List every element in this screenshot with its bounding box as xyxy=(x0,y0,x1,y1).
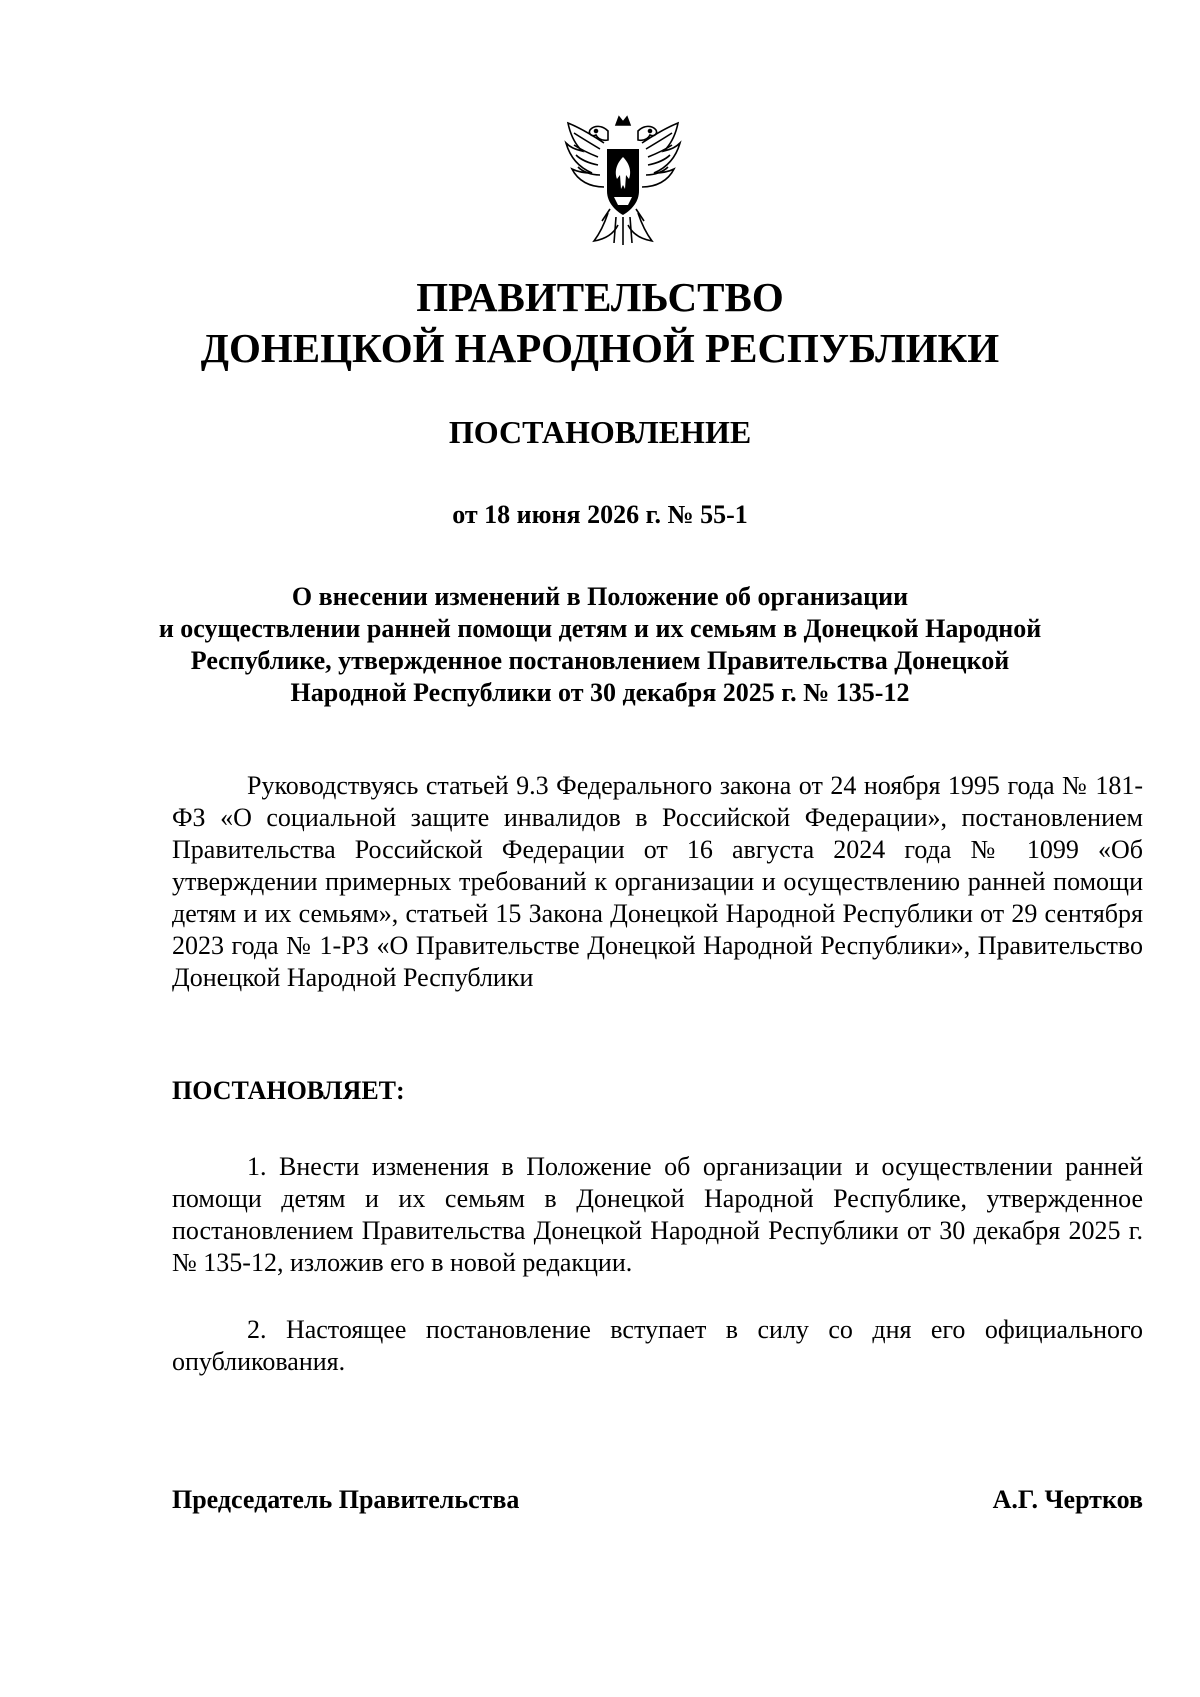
subject-line2: и осуществлении ранней помощи детям и их семьям в Донецкой Народной xyxy=(158,614,1042,643)
resolution-item-2: 2. Настоящее постановление вступает в силу со дня его официального опубликования. xyxy=(172,1315,1143,1376)
government-title-line1: ПРАВИТЕЛЬСТВО xyxy=(416,274,784,320)
signature-block xyxy=(172,1484,1143,1516)
signatory-position: Председатель Правительства xyxy=(172,1485,520,1514)
signatory-name: А.Г. Чертков xyxy=(992,1485,1143,1514)
government-title-line2: ДОНЕЦКОЙ НАРОДНОЙ РЕСПУБЛИКИ xyxy=(200,325,1000,371)
preamble-paragraph: Руководствуясь статьей 9.3 Федерального закона от 24 ноября 1995 года № 181-ФЗ «О социальной защите инвалидов в Российской Федерации», постановлением Правительства Российской Федерации от 16 августа 2024 года № 1099 «Об утверждении примерных требований к организации и осуществлению ранней помощи детям и их семьям», статьей 15 Закона Донецкой Народной Республики от 29 сентября 2023 года № 1-РЗ «О Правительстве Донецкой Народной Республики», Правительство Донецкой Народной Республики xyxy=(172,771,1143,992)
coat-of-arms-icon xyxy=(564,113,682,254)
document-type: ПОСТАНОВЛЕНИЕ xyxy=(448,414,752,450)
resolution-item-1: 1. Внести изменения в Положение об организации и осуществлении ранней помощи детям и их семьям в Донецкой Народной Республике, утвержденное постановлением Правительства Донецкой Народной Республики от 30 декабря 2025 г. № 135-12, изложив его в новой редакции. xyxy=(172,1152,1143,1277)
document-subject xyxy=(150,581,1050,709)
subject-line1: О внесении изменений в Положение об организации xyxy=(291,582,909,611)
resolves-heading: ПОСТАНОВЛЯЕТ: xyxy=(172,1076,405,1105)
government-title xyxy=(170,272,1030,374)
subject-line3: Республике, утвержденное постановлением Правительства Донецкой xyxy=(190,646,1010,675)
document-date-number: от 18 июня 2026 г. № 55-1 xyxy=(452,500,748,529)
subject-line4: Народной Республики от 30 декабря 2025 г. № 135-12 xyxy=(290,678,910,707)
